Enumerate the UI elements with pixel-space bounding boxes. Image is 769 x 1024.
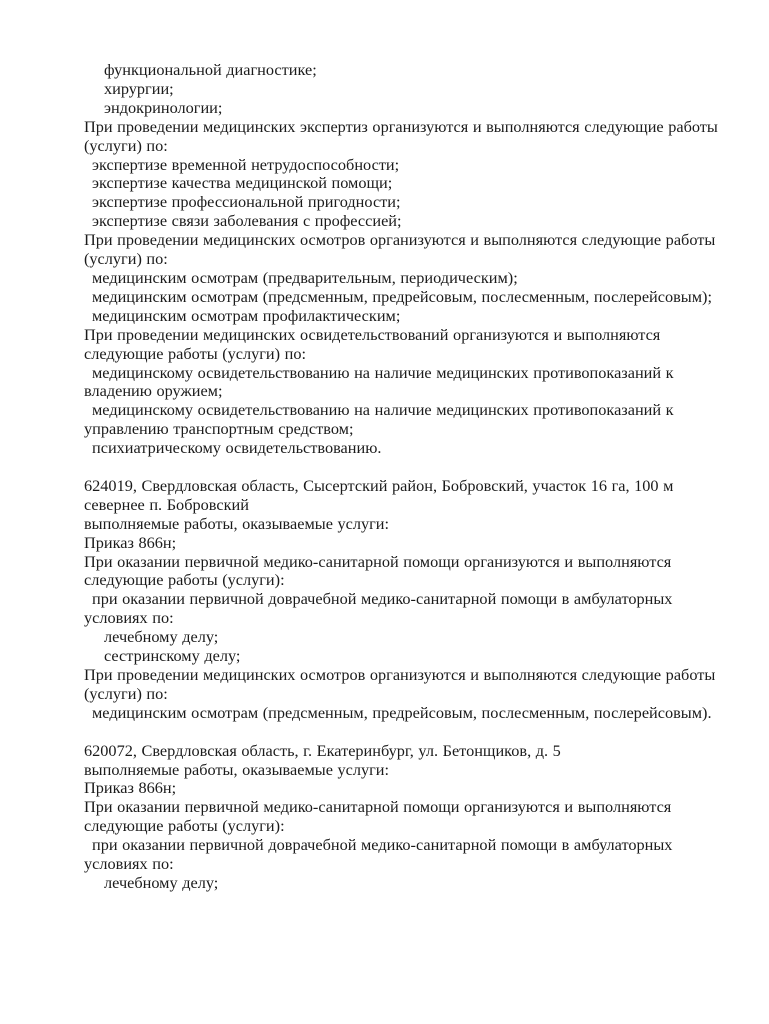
text-block: медицинским осмотрам (предсменным, предрейсовым, послесменным, послерейсовым);: [92, 286, 712, 306]
text-block: При оказании первичной медико-санитарной помощи организуются и выполняются следующие работы (услуги):: [84, 797, 672, 836]
text-block: сестринскому делу;: [104, 646, 241, 666]
text-block: экспертизе профессиональной пригодности;: [92, 192, 401, 212]
text-block: 624019, Свердловская область, Сысертский район, Бобровский, участок 16 га, 100 м севернее п. Бобровский: [84, 475, 674, 514]
text-block: При оказании первичной медико-санитарной помощи организуются и выполняются следующие работы (услуги):: [84, 551, 672, 590]
text-block: Приказ 866н;: [84, 532, 177, 552]
text-block: медицинскому освидетельствованию на наличие медицинских противопоказаний к владению оружием;: [84, 362, 674, 401]
text-block: хирургии;: [104, 78, 174, 98]
text-block: лечебному делу;: [104, 872, 219, 892]
text-block: выполняемые работы, оказываемые услуги:: [84, 513, 390, 533]
text-block: При проведении медицинских осмотров организуются и выполняются следующие работы (услуги) по:: [84, 230, 716, 269]
text-block: эндокринологии;: [104, 97, 223, 117]
text-block: При проведении медицинских экспертиз организуются и выполняются следующие работы (услуги) по:: [84, 116, 718, 155]
text-block: при оказании первичной доврачебной медико-санитарной помощи в амбулаторных условиях по:: [84, 589, 673, 628]
text-block: медицинским осмотрам (предварительным, периодическим);: [92, 267, 518, 287]
text-block: экспертизе временной нетрудоспособности;: [92, 154, 400, 174]
text-block: лечебному делу;: [104, 627, 219, 647]
text-block: При проведении медицинских осмотров организуются и выполняются следующие работы (услуги) по:: [84, 664, 716, 703]
text-block: при оказании первичной доврачебной медико-санитарной помощи в амбулаторных условиях по:: [84, 835, 673, 874]
text-block: медицинским осмотрам (предсменным, предрейсовым, послесменным, послерейсовым).: [92, 702, 712, 722]
text-block: экспертизе связи заболевания с профессией;: [92, 211, 402, 231]
text-block: экспертизе качества медицинской помощи;: [92, 173, 393, 193]
text-block: медицинскому освидетельствованию на наличие медицинских противопоказаний к управлению транспортным средством;: [84, 400, 674, 439]
text-block: выполняемые работы, оказываемые услуги:: [84, 759, 390, 779]
text-block: 620072, Свердловская область, г. Екатеринбург, ул. Бетонщиков, д. 5: [84, 740, 561, 760]
text-block: При проведении медицинских освидетельствований организуются и выполняются следующие работы (услуги) по:: [84, 324, 661, 363]
blank-line: [84, 458, 724, 477]
text-block: функциональной диагностике;: [104, 60, 317, 79]
text-block: психиатрическому освидетельствованию.: [92, 438, 382, 458]
blank-line: [84, 723, 724, 742]
text-block: медицинским осмотрам профилактическим;: [92, 305, 401, 325]
text-block: Приказ 866н;: [84, 778, 177, 798]
document-text: [84, 61, 724, 893]
